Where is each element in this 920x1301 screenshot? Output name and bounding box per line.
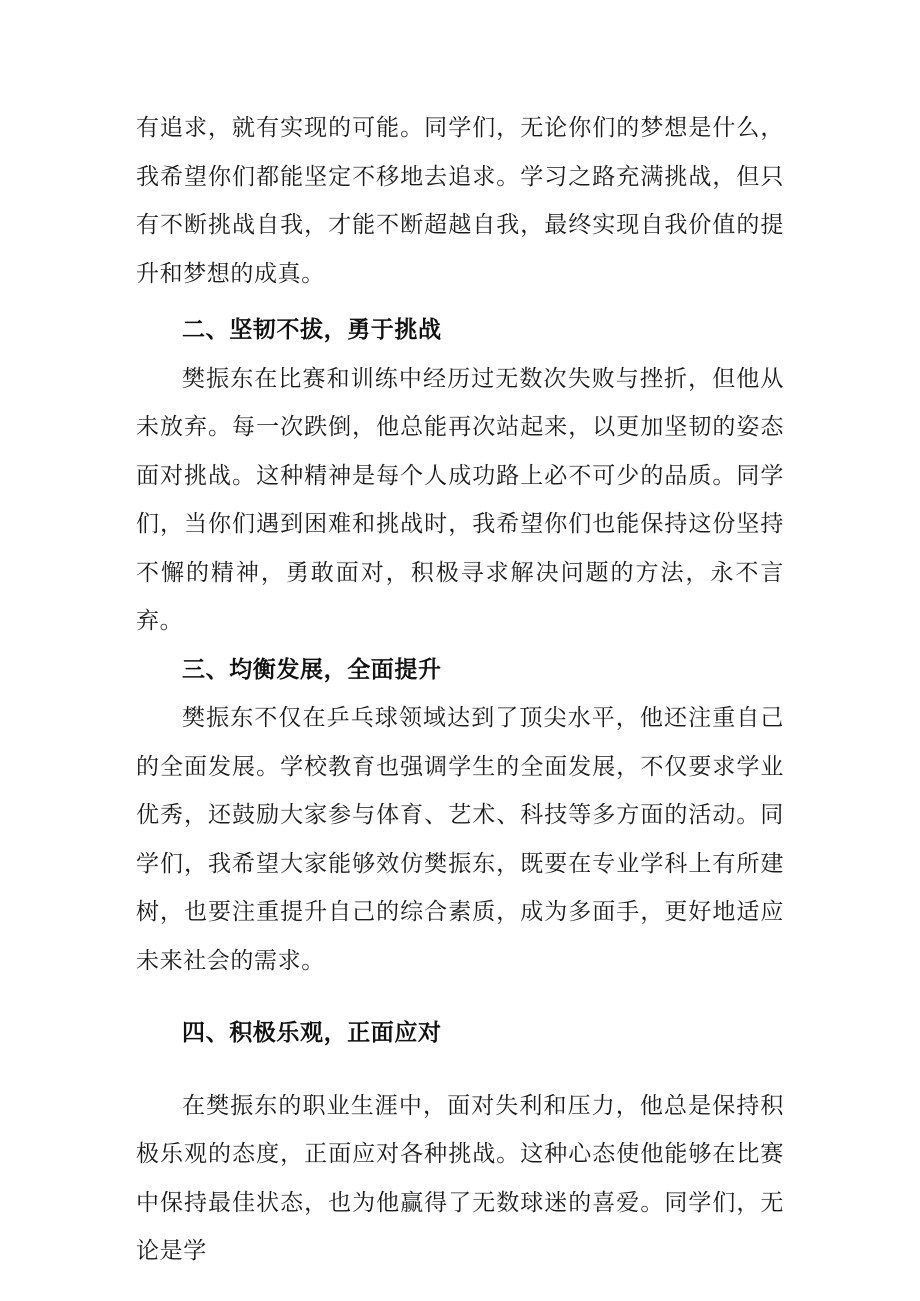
- section-heading-4: 四、积极乐观，正面应对: [182, 1020, 442, 1046]
- paragraph-section-4: 在樊振东的职业生涯中，面对失利和压力，他总是保持积极乐观的态度，正面应对各种挑战。这种心态使他能够在比赛中保持最佳状态，也为他赢得了无数球迷的喜爱。同学们，无论是学: [136, 1092, 784, 1264]
- spacer: [136, 1058, 784, 1082]
- paragraph-section-2: 樊振东在比赛和训练中经历过无数次失败与挫折，但他从未放弃。每一次跌倒，他总能再次站起来，以更加坚韧的姿态面对挑战。这种精神是每个人成功路上必不可少的品质。同学们，当你们遇到困难和挑战时，我希望你们也能保持这份坚持不懈的精神，勇敢面对，积极寻求解决问题的方法，永不言弃。: [136, 365, 784, 634]
- spacer: [136, 298, 784, 306]
- paragraph-section-3: 樊振东不仅在乒乓球领域达到了顶尖水平，他还注重自己的全面发展。学校教育也强调学生的全面发展，不仅要求学业优秀，还鼓励大家参与体育、艺术、科技等多方面的活动。同学们，我希望大家能够效仿樊振东，既要在专业学科上有所建树，也要注重提升自己的综合素质，成为多面手，更好地适应未来社会的需求。: [136, 705, 784, 974]
- section-heading-3: 三、均衡发展，全面提升: [182, 656, 442, 683]
- paragraph-intro: 有追求，就有实现的可能。同学们，无论你们的梦想是什么，我希望你们都能坚定不移地去追求。学习之路充满挑战，但只有不断挑战自我，才能不断超越自我，最终实现自我价值的提升和梦想的成真。: [136, 115, 784, 287]
- spacer: [136, 985, 784, 1009]
- document-body: [136, 104, 784, 1276]
- section-heading-2: 二、坚韧不拔，勇于挑战: [182, 317, 442, 343]
